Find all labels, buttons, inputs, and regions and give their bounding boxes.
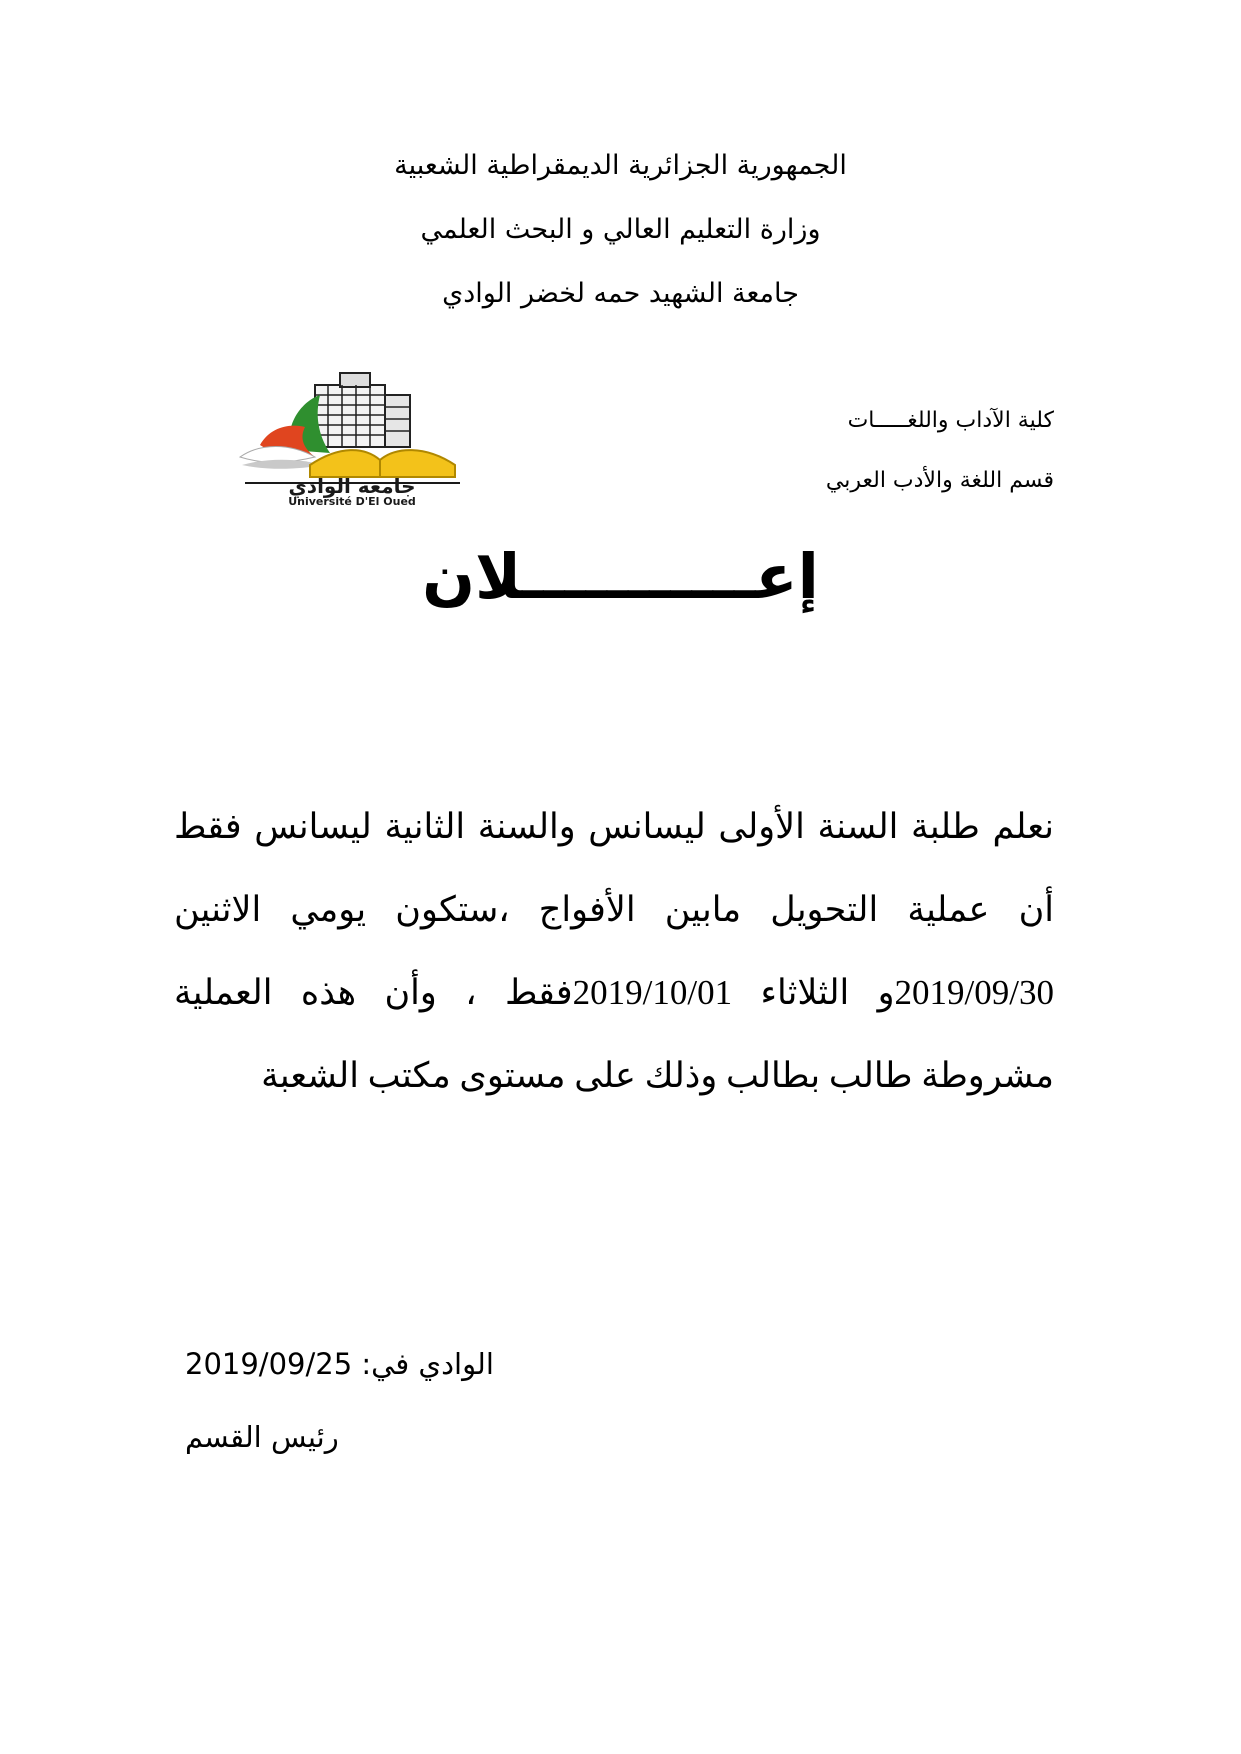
university-title: جامعة الشهيد حمه لخضر الوادي: [442, 278, 799, 309]
department-name: قسم اللغة والأدب العربي: [825, 468, 1054, 493]
book-icon: [310, 450, 455, 477]
signature-title: رئيس القسم: [185, 1420, 339, 1454]
announcement-title: إعـــــــــــلان: [422, 540, 819, 613]
building-icon: [315, 373, 410, 447]
logo-arabic-text: جامعة الوادي: [288, 474, 416, 498]
flag-leaves-icon: [240, 395, 330, 469]
logo-latin-text: Université D'El Oued: [288, 495, 416, 505]
republic-title: الجمهورية الجزائرية الديمقراطية الشعبية: [394, 150, 847, 181]
issue-date: الوادي في: 2019/09/25: [185, 1347, 494, 1381]
university-logo: [230, 365, 475, 505]
ministry-title: وزارة التعليم العالي و البحث العلمي: [420, 214, 821, 245]
announcement-body: نعلم طلبة السنة الأولى ليسانس والسنة الثانية ليسانس فقط أن عملية التحويل مابين الأفواج ،ستكون يومي الاثنين 2019/09/30و الثلاثاء 2019/10/01فقط ، وأن هذه العملية مشروطة طالب بطالب وذلك على مستوى مكتب الشعبة: [174, 807, 1054, 1095]
faculty-name: كلية الآداب واللغـــــات: [847, 408, 1054, 433]
